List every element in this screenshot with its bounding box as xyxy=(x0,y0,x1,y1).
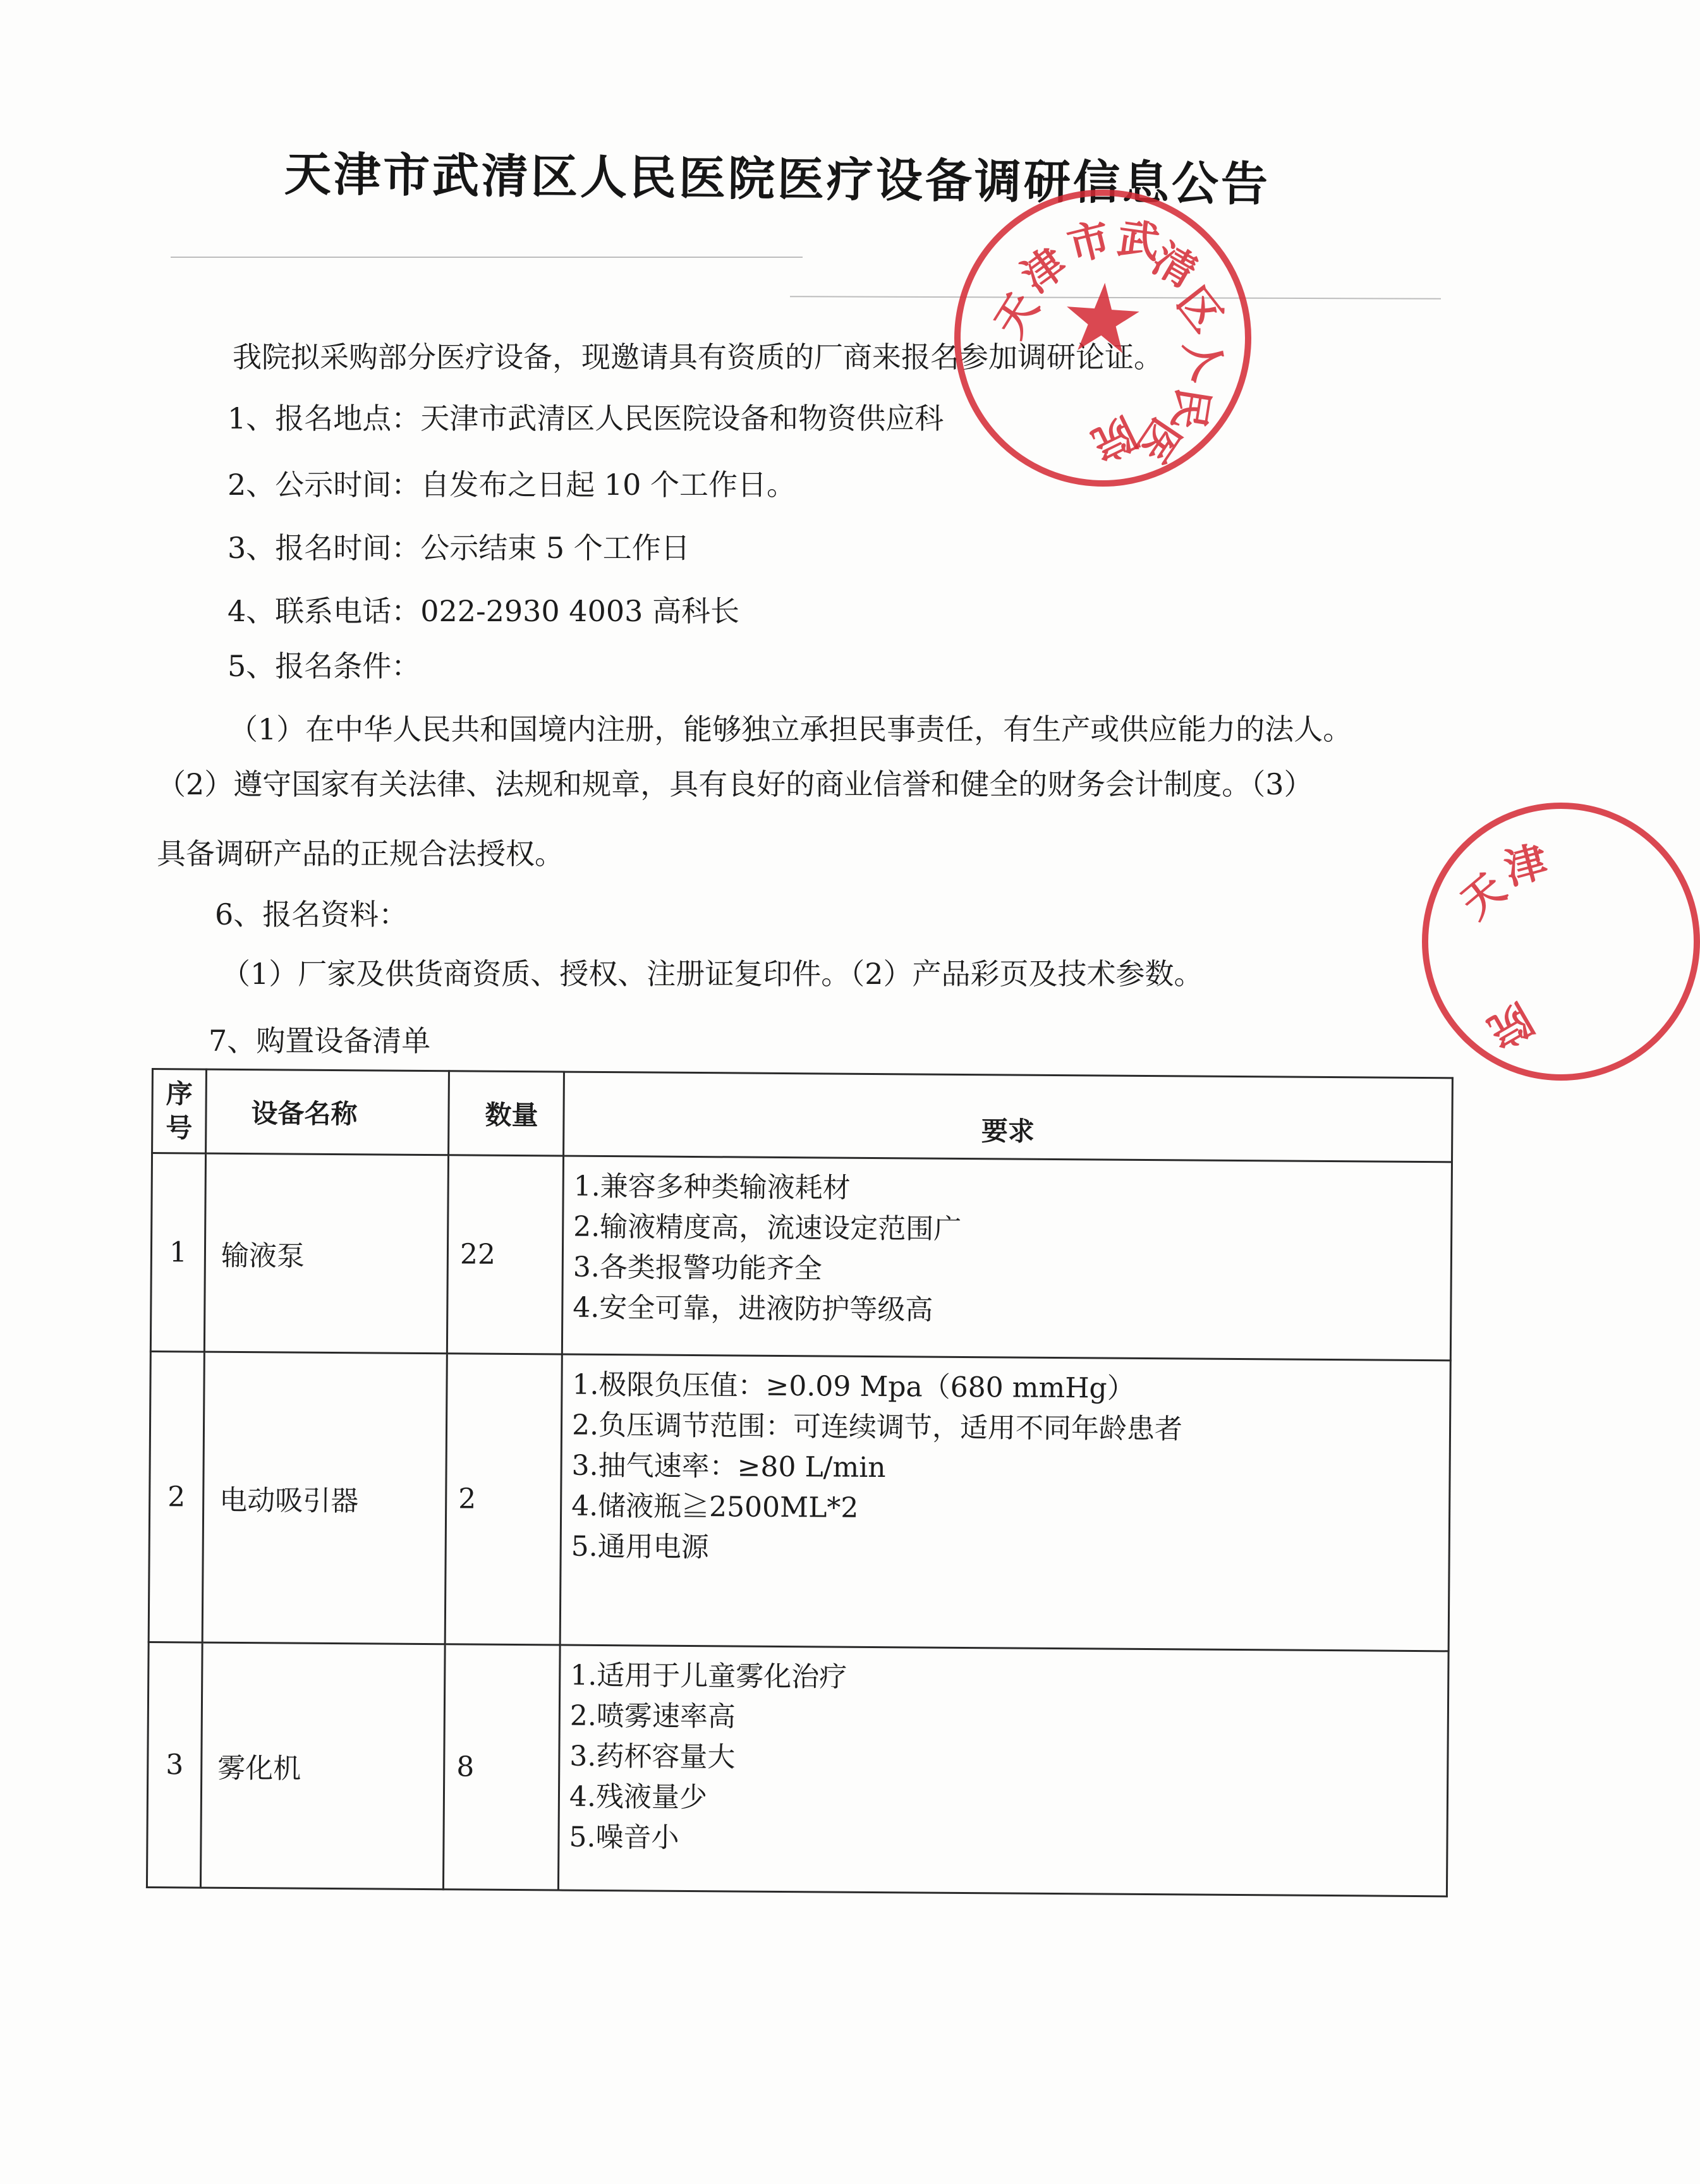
header-name: 设备名称 xyxy=(206,1069,449,1155)
requirement-item: 3.药杯容量大 xyxy=(569,1740,736,1774)
equipment-table xyxy=(146,1068,1454,1897)
item-registration-period: 3、报名时间：公示结束 5 个工作日 xyxy=(228,531,690,565)
row-requirements xyxy=(560,1354,1450,1651)
table-header-row xyxy=(152,1069,1453,1162)
table-row xyxy=(150,1153,1452,1361)
partial-seal-stamp xyxy=(1422,803,1700,1081)
requirement-item: 2.喷雾速率高 xyxy=(569,1699,736,1733)
requirement-item: 4.残液量少 xyxy=(569,1780,708,1814)
condition-line-2: （2）遵守国家有关法律、法规和规章，具有良好的商业信誉和健全的财务会计制度。（3） xyxy=(157,767,1313,801)
requirement-item: 1.极限负压值：≥0.09 Mpa（680 mmHg） xyxy=(572,1368,1135,1405)
seal-char: 天 xyxy=(1451,864,1515,928)
seal-star-icon: ★ xyxy=(1056,261,1149,377)
condition-line-3: 具备调研产品的正规合法授权。 xyxy=(157,837,564,871)
table-row xyxy=(147,1642,1448,1896)
condition-line-1: （1）在中华人民共和国境内注册，能够独立承担民事责任，有生产或供应能力的法人。 xyxy=(229,712,1352,746)
row-seq: 3 xyxy=(147,1642,202,1888)
requirement-item: 1.兼容多种类输液耗材 xyxy=(573,1170,851,1204)
requirement-item: 2.负压调节范围：可连续调节，适用不同年龄患者 xyxy=(571,1409,1183,1446)
header-seq xyxy=(152,1069,207,1154)
title-divider-left xyxy=(171,257,803,258)
row-qty: 22 xyxy=(447,1155,563,1354)
seal-char: 医 xyxy=(1126,410,1191,471)
seal-char: 民 xyxy=(1163,384,1218,434)
intro-paragraph: 我院拟采购部分医疗设备，现邀请具有资质的厂商来报名参加调研论证。 xyxy=(233,340,1163,374)
equipment-list-heading: 7、购置设备清单 xyxy=(209,1024,431,1058)
requirement-item: 5.通用电源 xyxy=(571,1530,709,1564)
seal-char: 院 xyxy=(1084,407,1144,470)
requirement-item: 5.噪音小 xyxy=(569,1821,679,1854)
materials-line: （1）厂家及供货商资质、授权、注册证复印件。（2）产品彩页及技术参数。 xyxy=(221,957,1203,991)
seal-char: 天 xyxy=(985,284,1048,346)
hospital-seal-stamp xyxy=(944,179,1261,497)
row-name: 输液泵 xyxy=(204,1153,448,1354)
document-title: 天津市武清区人民医院医疗设备调研信息公告 xyxy=(284,147,1271,212)
requirement-item: 4.储液瓶≧2500ML*2 xyxy=(571,1489,859,1524)
item-location: 1、报名地点：天津市武清区人民医院设备和物资供应科 xyxy=(228,401,944,435)
requirement-item: 3.各类报警功能齐全 xyxy=(573,1251,822,1285)
row-name: 雾化机 xyxy=(200,1642,445,1890)
header-qty: 数量 xyxy=(449,1071,564,1156)
seal-char: 清 xyxy=(1144,234,1205,298)
row-seq: 2 xyxy=(149,1351,204,1642)
header-requirements: 要求 xyxy=(564,1072,1453,1162)
row-qty: 2 xyxy=(445,1354,562,1645)
seal-char: 津 xyxy=(1012,238,1076,302)
item-contact-phone: 4、联系电话：022-2930 4003 高科长 xyxy=(228,594,739,628)
item-publicity-period: 2、公示时间：自发布之日起 10 个工作日。 xyxy=(228,468,796,502)
seal-char: 院 xyxy=(1480,993,1541,1057)
header-seq-top: 序 xyxy=(166,1078,193,1110)
row-name: 电动吸引器 xyxy=(202,1352,447,1644)
requirement-item: 2.输液精度高，流速设定范围广 xyxy=(573,1210,962,1246)
seal-char: 区 xyxy=(1167,278,1232,341)
row-seq: 1 xyxy=(150,1153,205,1352)
row-requirements xyxy=(562,1156,1452,1361)
header-seq-bottom: 号 xyxy=(166,1112,193,1144)
seal-char: 市 xyxy=(1063,213,1115,271)
row-qty: 8 xyxy=(443,1644,560,1890)
seal-char: 人 xyxy=(1175,332,1234,387)
seal-char: 津 xyxy=(1499,836,1553,895)
table-row xyxy=(149,1351,1450,1651)
requirement-item: 3.抽气速率：≥80 L/min xyxy=(571,1449,886,1484)
row-requirements xyxy=(558,1645,1448,1896)
item-conditions-heading: 5、报名条件： xyxy=(228,649,421,683)
requirement-item: 4.安全可靠，进液防护等级高 xyxy=(573,1291,933,1326)
seal-char: 武 xyxy=(1114,214,1163,268)
requirement-item: 1.适用于儿童雾化治疗 xyxy=(570,1659,847,1694)
materials-heading: 6、报名资料： xyxy=(215,897,408,931)
